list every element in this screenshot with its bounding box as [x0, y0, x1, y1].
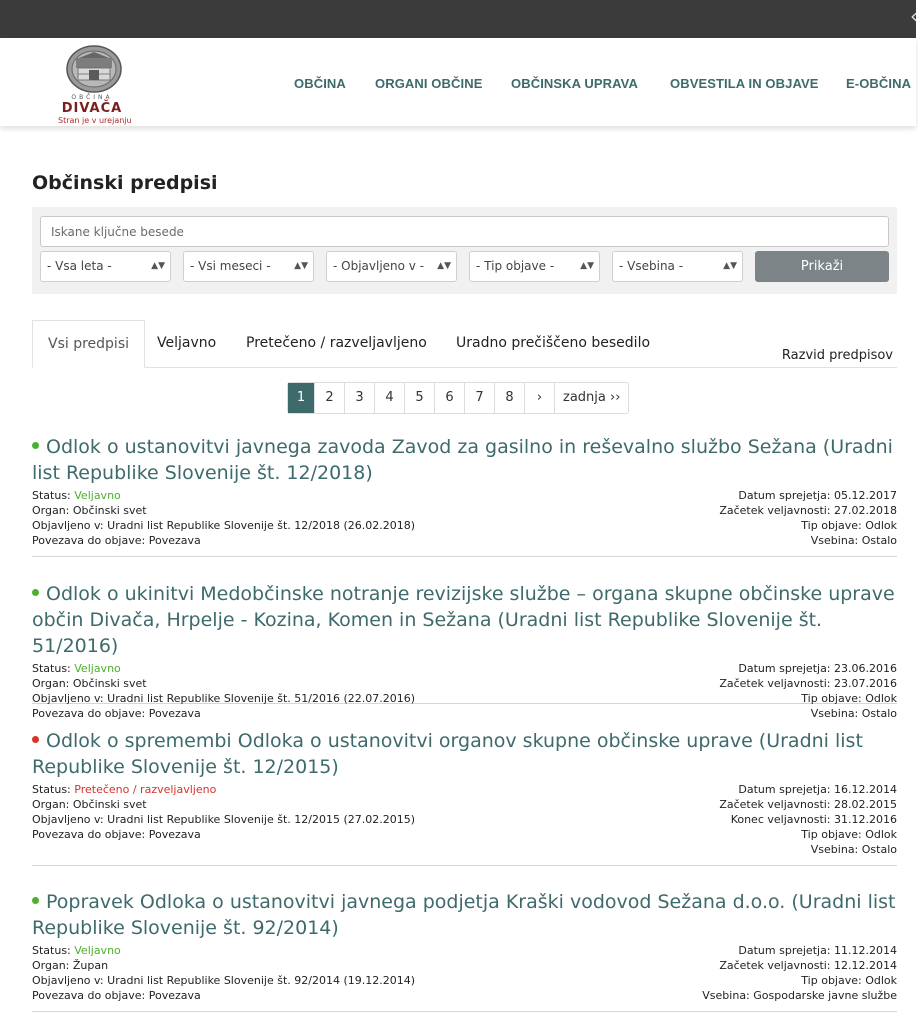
month-select-value: - Vsi meseci - — [190, 259, 271, 273]
year-select-value: - Vsa leta - — [47, 259, 112, 273]
status-dot-icon — [32, 442, 39, 449]
link-label: Povezava do objave: — [32, 707, 149, 720]
select-arrows-icon: ▲▼ — [723, 261, 737, 271]
publication-type: Tip objave: Odlok — [801, 974, 897, 987]
organ-value: Občinski svet — [72, 504, 147, 517]
page-4[interactable]: 4 — [374, 383, 404, 413]
adoption-date: Datum sprejetja: 16.12.2014 — [738, 783, 897, 796]
main-nav — [0, 76, 916, 96]
published-value: Uradni list Republike Slovenije št. 92/2014 (19.12.2014) — [107, 974, 416, 987]
publication-link[interactable]: Povezava — [148, 989, 201, 1002]
published-value: Uradni list Republike Slovenije št. 51/2016 (22.07.2016) — [107, 692, 416, 705]
nav-obvestila-in-objave[interactable]: OBVESTILA IN OBJAVE — [670, 76, 819, 91]
regulation-meta — [32, 661, 897, 721]
year-select[interactable] — [40, 251, 171, 282]
select-arrows-icon: ▲▼ — [437, 261, 451, 271]
validity-start: Začetek veljavnosti: 12.12.2014 — [719, 959, 897, 972]
link-label: Povezava do objave: — [32, 828, 149, 841]
site-header — [0, 38, 916, 126]
tab-veljavno[interactable]: Veljavno — [157, 335, 217, 351]
regulation-item — [32, 728, 897, 866]
regulation-title-text: Odlok o ustanovitvi javnega zavoda Zavod za gasilno in reševalno službo Sežana (Uradni list Republike Slovenije št. 12/2018) — [32, 436, 893, 484]
regulation-meta — [32, 782, 897, 856]
regulation-title-text: Popravek Odloka o ustanovitvi javnega podjetja Kraški vodovod Sežana d.o.o. (Uradni list Republike Slovenije št. 92/2014) — [32, 891, 896, 939]
status-dot-icon — [32, 897, 39, 904]
content-type: Vsebina: Gospodarske javne službe — [702, 989, 897, 1002]
page-title: Občinski predpisi — [32, 172, 218, 194]
publication-link[interactable]: Povezava — [148, 707, 201, 720]
month-select[interactable] — [183, 251, 314, 282]
organ-value: Občinski svet — [72, 798, 147, 811]
page-last[interactable]: zadnja ›› — [554, 383, 628, 413]
regulation-item — [32, 581, 897, 720]
published-label: Objavljeno v: — [32, 974, 108, 987]
page-6[interactable]: 6 — [434, 383, 464, 413]
select-arrows-icon: ▲▼ — [151, 261, 165, 271]
regulation-title-text: Odlok o spremembi Odloka o ustanovitvi organov skupne občinske uprave (Uradni list Republike Slovenije št. 12/2015) — [32, 730, 863, 778]
regulation-meta — [32, 943, 897, 1003]
content-select[interactable] — [612, 251, 743, 282]
select-arrows-icon: ▲▼ — [580, 261, 594, 271]
select-arrows-icon: ▲▼ — [294, 261, 308, 271]
page-8[interactable]: 8 — [494, 383, 524, 413]
show-button[interactable]: Prikaži — [755, 251, 889, 282]
adoption-date: Datum sprejetja: 23.06.2016 — [738, 662, 897, 675]
regulation-title-text: Odlok o ukinitvi Medobčinske notranje revizijske službe – organa skupne občinske uprave občin Divača, Hrpelje - Kozina, Komen in Sežana (Uradni list Republike Slovenije št. 51/2016) — [32, 583, 895, 657]
publication-link[interactable]: Povezava — [148, 534, 201, 547]
publication-type: Tip objave: Odlok — [801, 828, 897, 841]
chevron-left-icon[interactable]: ‹ — [910, 4, 918, 28]
nav-obcinska-uprava[interactable]: OBČINSKA UPRAVA — [511, 76, 638, 91]
organ-label: Organ: — [32, 798, 73, 811]
published-label: Objavljeno v: — [32, 692, 108, 705]
publication-link[interactable]: Povezava — [148, 828, 201, 841]
nav-organi-obcine[interactable]: ORGANI OBČINE — [375, 76, 483, 91]
status-value: Veljavno — [74, 662, 121, 675]
regulation-item — [32, 889, 897, 1012]
published-in-select[interactable] — [326, 251, 457, 282]
type-select[interactable] — [469, 251, 600, 282]
regulation-title[interactable] — [32, 581, 897, 659]
tab-uradno-preciscen[interactable]: Uradno prečiščeno besedilo — [456, 335, 651, 351]
link-label: Povezava do objave: — [32, 989, 149, 1002]
tab-preteceno[interactable]: Pretečeno / razveljavljeno — [246, 335, 427, 351]
published-label: Objavljeno v: — [32, 519, 108, 532]
search-input[interactable] — [40, 216, 889, 247]
status-dot-icon — [32, 589, 39, 596]
organ-value: Župan — [72, 959, 109, 972]
page-next[interactable]: › — [524, 383, 554, 413]
status-value: Pretečeno / razveljavljeno — [74, 783, 217, 796]
filter-panel — [32, 207, 897, 294]
organ-label: Organ: — [32, 504, 73, 517]
published-value: Uradni list Republike Slovenije št. 12/2015 (27.02.2015) — [107, 813, 416, 826]
page-1[interactable]: 1 — [288, 383, 314, 413]
page-7[interactable]: 7 — [464, 383, 494, 413]
publication-type: Tip objave: Odlok — [801, 519, 897, 532]
organ-label: Organ: — [32, 959, 73, 972]
regulation-item — [32, 434, 897, 557]
published-value: Uradni list Republike Slovenije št. 12/2018 (26.02.2018) — [107, 519, 416, 532]
validity-start: Začetek veljavnosti: 23.07.2016 — [719, 677, 897, 690]
page-5[interactable]: 5 — [404, 383, 434, 413]
validity-end: Konec veljavnosti: 31.12.2016 — [730, 813, 897, 826]
regulation-title[interactable] — [32, 434, 897, 486]
adoption-date: Datum sprejetja: 05.12.2017 — [738, 489, 897, 502]
nav-obcina[interactable]: OBČINA — [294, 76, 346, 91]
link-label: Povezava do objave: — [32, 534, 149, 547]
top-bar — [0, 0, 916, 38]
logo-name: DIVAČA — [61, 101, 123, 116]
nav-e-obcina[interactable]: E-OBČINA — [846, 76, 912, 91]
type-select-value: - Tip objave - — [476, 259, 555, 273]
regulation-title[interactable] — [32, 728, 897, 780]
status-dot-icon — [32, 736, 39, 743]
publication-type: Tip objave: Odlok — [801, 692, 897, 705]
content-type: Vsebina: Ostalo — [810, 534, 897, 547]
content-type: Vsebina: Ostalo — [810, 843, 897, 856]
page-2[interactable]: 2 — [314, 383, 344, 413]
status-label: Status: — [32, 944, 75, 957]
published-label: Objavljeno v: — [32, 813, 108, 826]
validity-start: Začetek veljavnosti: 27.02.2018 — [719, 504, 897, 517]
content-type: Vsebina: Ostalo — [810, 707, 897, 720]
regulation-meta — [32, 488, 897, 548]
status-label: Status: — [32, 489, 75, 502]
logo-small-text: OBČINA — [71, 94, 113, 101]
validity-start: Začetek veljavnosti: 28.02.2015 — [719, 798, 897, 811]
status-label: Status: — [32, 662, 75, 675]
pagination — [287, 382, 629, 414]
page-3[interactable]: 3 — [344, 383, 374, 413]
tabs — [32, 320, 897, 368]
published-in-select-value: - Objavljeno v - — [333, 259, 425, 273]
razvid-predpisov-link[interactable]: Razvid predpisov — [781, 348, 893, 363]
organ-label: Organ: — [32, 677, 73, 690]
status-value: Veljavno — [74, 489, 121, 502]
logo-subtitle: Stran je v urejanju — [58, 116, 132, 125]
content-select-value: - Vsebina - — [619, 259, 684, 273]
regulation-title[interactable] — [32, 889, 897, 941]
tab-vsi-predpisi[interactable]: Vsi predpisi — [32, 320, 145, 368]
status-value: Veljavno — [74, 944, 121, 957]
status-label: Status: — [32, 783, 75, 796]
adoption-date: Datum sprejetja: 11.12.2014 — [738, 944, 897, 957]
organ-value: Občinski svet — [72, 677, 147, 690]
